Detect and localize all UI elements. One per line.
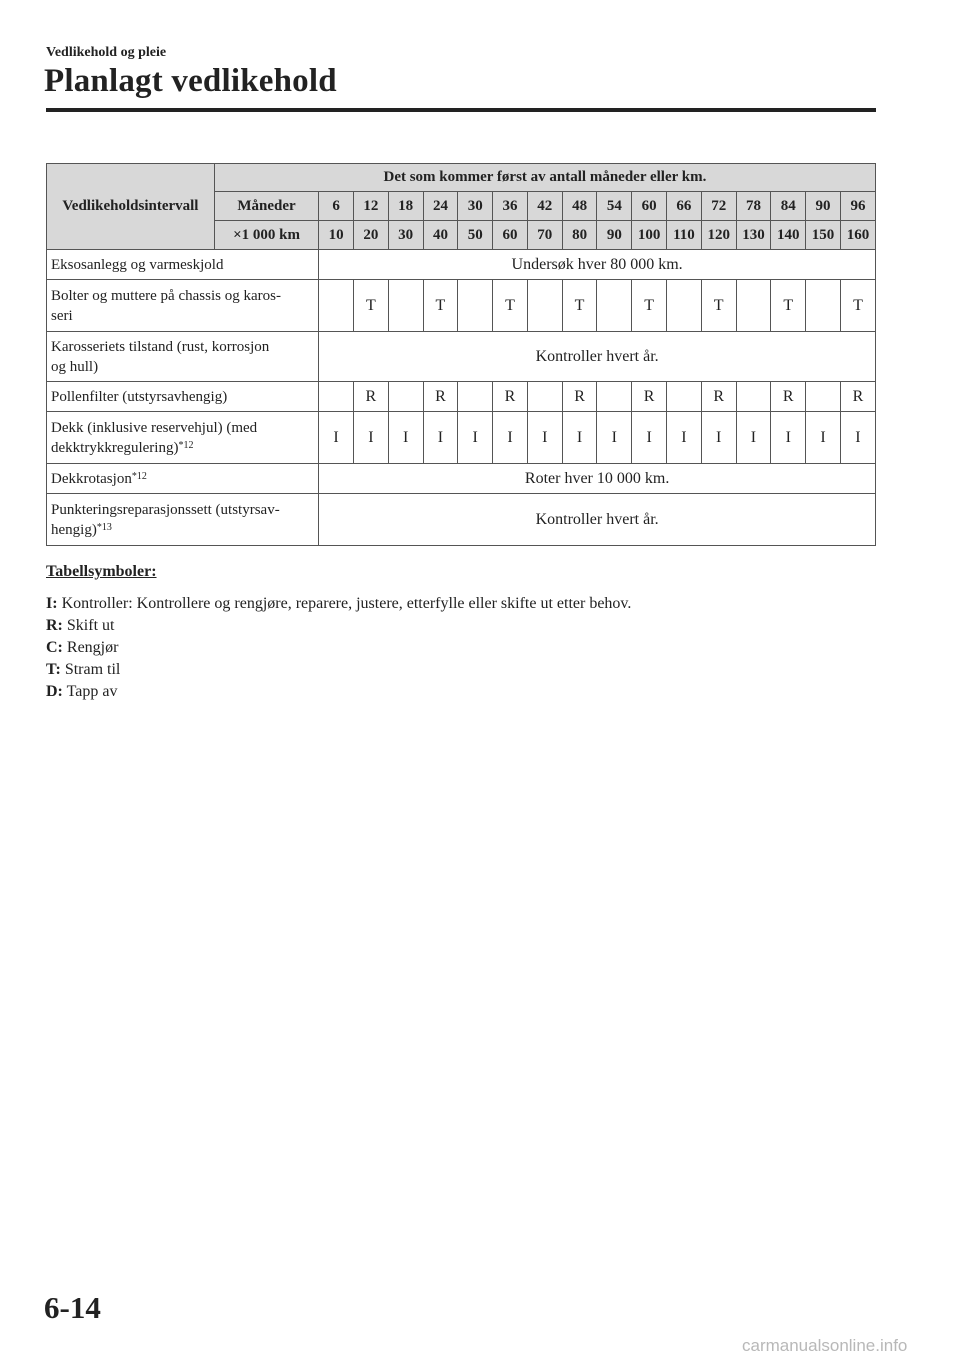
legend-key: R: [46,617,63,634]
month-value: 30 [458,192,493,221]
km-value: 40 [423,221,458,250]
month-value: 84 [771,192,806,221]
symbol-legend [46,561,631,703]
table-cell: R [771,382,806,412]
table-cell: T [632,280,667,332]
table-row [47,494,876,546]
legend-text: Rengjør [66,639,119,656]
table-row [47,412,876,464]
km-value: 100 [632,221,667,250]
row-span-value: Kontroller hvert år. [319,494,876,546]
table-row [47,250,876,280]
table-cell: R [632,382,667,412]
table-cell: I [319,412,354,464]
month-value: 24 [423,192,458,221]
table-cell: I [771,412,806,464]
table-cell [458,280,493,332]
footnote-marker: *12 [178,439,194,451]
row-label-line: dekktrykkregulering) [51,439,179,456]
km-value: 10 [319,221,354,250]
table-cell: I [527,412,562,464]
legend-heading: Tabellsymboler: [46,563,157,580]
table-row [47,382,876,412]
month-value: 90 [806,192,841,221]
table-cell [458,382,493,412]
row-label-line: Karosseriets tilstand (rust, korrosjon [51,338,270,355]
legend-text: Skift ut [66,617,115,634]
table-cell: T [771,280,806,332]
table-cell: I [667,412,702,464]
km-value: 160 [840,221,875,250]
table-cell: I [493,412,528,464]
legend-item [46,593,631,615]
row-label [47,494,319,546]
row-span-value: Roter hver 10 000 km. [319,464,876,494]
page-title: Planlagt vedlikehold [44,63,337,99]
table-cell [736,382,771,412]
table-cell: I [632,412,667,464]
row-label [47,332,319,382]
legend-key: T: [46,661,61,678]
table-cell [667,382,702,412]
table-cell: I [458,412,493,464]
row-label-line: seri [51,307,73,324]
table-row [47,280,876,332]
row-label [47,412,319,464]
km-value: 90 [597,221,632,250]
table-cell: T [423,280,458,332]
title-rule [46,108,876,112]
months-label: Måneder [214,192,318,221]
table-cell [736,280,771,332]
table-cell [667,280,702,332]
row-label-line: Punkteringsreparasjonssett (utstyrsav- [51,501,280,518]
row-label: Pollenfilter (utstyrsavhengig) [47,382,319,412]
row-label: Eksosanlegg og varmeskjold [47,250,319,280]
km-value: 110 [667,221,702,250]
month-value: 18 [388,192,423,221]
legend-key: D: [46,683,63,700]
table-cell: T [562,280,597,332]
table-cell: I [562,412,597,464]
legend-item [46,659,631,681]
month-value: 78 [736,192,771,221]
table-cell: I [388,412,423,464]
table-cell: T [353,280,388,332]
table-row [47,332,876,382]
month-value: 12 [353,192,388,221]
km-value: 150 [806,221,841,250]
table-cell: I [840,412,875,464]
legend-key: C: [46,639,63,656]
table-cell [319,280,354,332]
row-label-line: hengig) [51,521,97,538]
km-value: 120 [701,221,736,250]
footnote-marker: *13 [96,521,112,533]
table-cell [806,280,841,332]
legend-key: I: [46,595,58,612]
table-cell: T [701,280,736,332]
footnote-marker: *12 [131,470,147,482]
km-value: 30 [388,221,423,250]
legend-item [46,615,631,637]
watermark-link[interactable]: carmanualsonline.info [742,1336,908,1355]
month-value: 48 [562,192,597,221]
table-cell: R [701,382,736,412]
table-cell: R [493,382,528,412]
row-label-line: og hull) [51,358,99,375]
table-cell: I [736,412,771,464]
table-cell: I [353,412,388,464]
row-label [47,464,319,494]
row-label-line: Bolter og muttere på chassis og karos- [51,287,281,304]
table-cell: R [353,382,388,412]
km-value: 60 [493,221,528,250]
table-cell: R [562,382,597,412]
page-number: 6-14 [44,1290,101,1325]
table-cell [319,382,354,412]
month-value: 54 [597,192,632,221]
table-cell [527,382,562,412]
legend-text: Stram til [64,661,121,678]
km-value: 20 [353,221,388,250]
month-value: 6 [319,192,354,221]
row-label-text: Dekkrotasjon [51,470,132,487]
table-cell [388,382,423,412]
row-label [47,280,319,332]
row-span-value: Kontroller hvert år. [319,332,876,382]
legend-item [46,681,631,703]
table-cell: T [840,280,875,332]
table-cell [388,280,423,332]
legend-text: Kontroller: Kontrollere og rengjøre, reparere, justere, etterfylle eller skifte ut etter behov. [61,595,632,612]
month-value: 36 [493,192,528,221]
table-cell [527,280,562,332]
month-value: 72 [701,192,736,221]
month-value: 66 [667,192,702,221]
legend-text: Tapp av [66,683,118,700]
month-value: 42 [527,192,562,221]
interval-header: Vedlikeholdsintervall [47,164,215,250]
km-value: 140 [771,221,806,250]
table-row [47,464,876,494]
km-label: ×1 000 km [214,221,318,250]
legend-item [46,637,631,659]
month-value: 96 [840,192,875,221]
table-cell: R [840,382,875,412]
table-cell: T [493,280,528,332]
row-label-line: Dekk (inklusive reservehjul) (med [51,419,258,436]
month-value: 60 [632,192,667,221]
table-cell: I [701,412,736,464]
table-cell: I [597,412,632,464]
table-cell [597,382,632,412]
top-header-row [47,164,876,192]
row-span-value: Undersøk hver 80 000 km. [319,250,876,280]
table-cell [597,280,632,332]
top-header: Det som kommer først av antall måneder eller km. [214,164,875,192]
km-value: 80 [562,221,597,250]
table-cell [806,382,841,412]
section-header: Vedlikehold og pleie [46,45,167,60]
maintenance-table [46,163,876,546]
table-cell: I [806,412,841,464]
km-value: 50 [458,221,493,250]
table-cell: I [423,412,458,464]
km-value: 70 [527,221,562,250]
table-cell: R [423,382,458,412]
km-value: 130 [736,221,771,250]
